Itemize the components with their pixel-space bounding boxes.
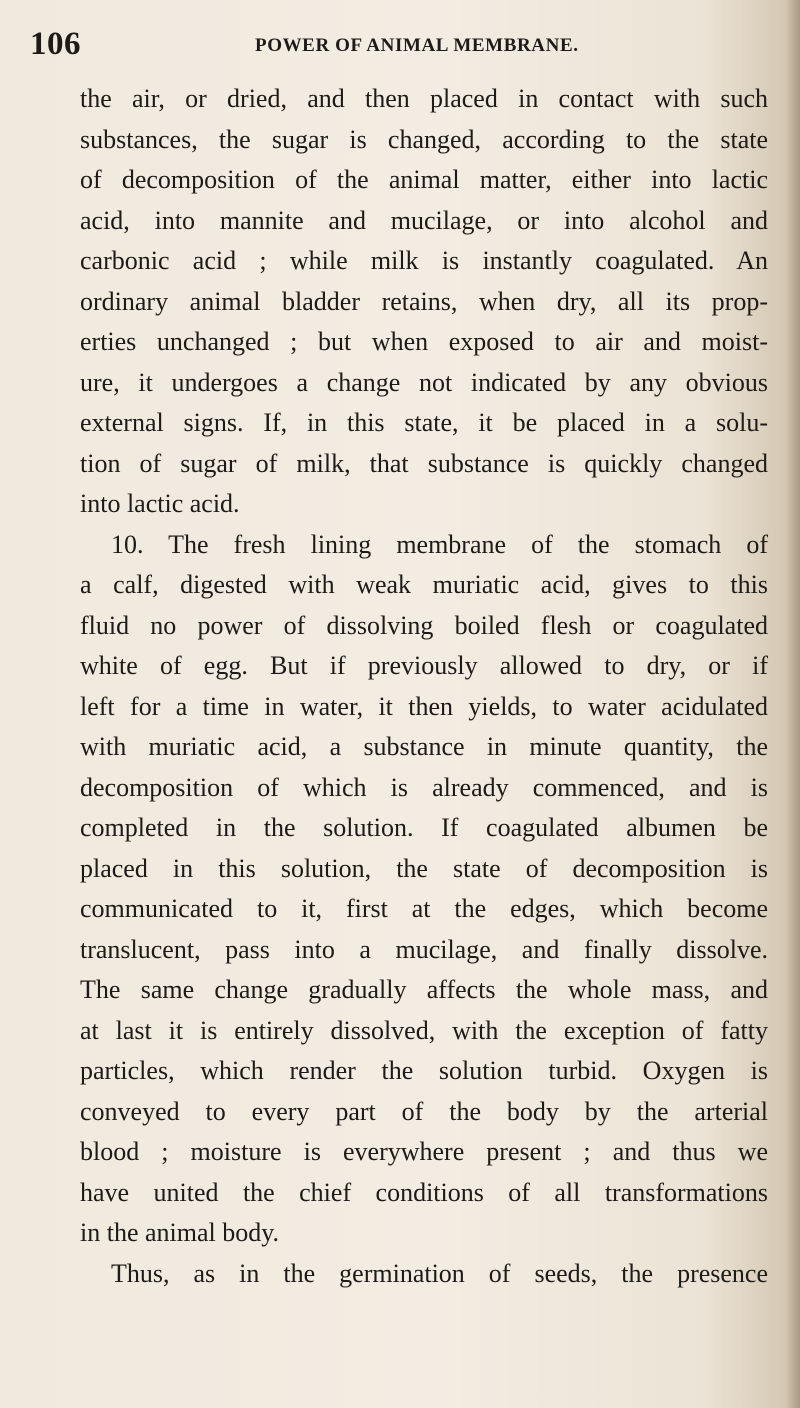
text-line: tion of sugar of milk, that substance is quickly changed bbox=[80, 448, 768, 478]
text-line: of decomposition of the animal matter, either into lactic bbox=[80, 165, 768, 194]
text-line: acid, into mannite and mucilage, or into alcohol and bbox=[80, 205, 768, 235]
text-line: have united the chief conditions of all transformations bbox=[80, 1177, 768, 1207]
page-number: 106 bbox=[30, 26, 81, 62]
text-line: ordinary animal bladder retains, when dry, all its prop- bbox=[80, 286, 768, 316]
text-line: external signs. If, in this state, it be placed in a solu- bbox=[80, 408, 768, 437]
text-line: a calf, digested with weak muriatic acid, gives to this bbox=[80, 570, 768, 599]
text-line: substances, the sugar is changed, according to the state bbox=[80, 124, 768, 154]
text-line: blood ; moisture is everywhere present ; and thus we bbox=[80, 1137, 768, 1166]
page-header bbox=[30, 26, 770, 66]
text-line: The same change gradually affects the whole mass, and bbox=[80, 975, 768, 1004]
text-line: erties unchanged ; but when exposed to air and moist- bbox=[80, 327, 768, 356]
text-line: ure, it undergoes a change not indicated by any obvious bbox=[80, 367, 768, 397]
text-line: left for a time in water, it then yields, to water acidulated bbox=[80, 691, 768, 721]
text-line: decomposition of which is already commenced, and is bbox=[80, 772, 768, 802]
paragraph-start-line: Thus, as in the germination of seeds, the presence bbox=[111, 1258, 768, 1288]
text-line: carbonic acid ; while milk is instantly coagulated. An bbox=[80, 246, 768, 275]
text-line: conveyed to every part of the body by the arterial bbox=[80, 1096, 768, 1126]
text-line: fluid no power of dissolving boiled flesh or coagulated bbox=[80, 610, 768, 640]
text-line: in the animal body. bbox=[80, 1218, 280, 1247]
text-line: communicated to it, first at the edges, which become bbox=[80, 894, 768, 923]
running-head: POWER OF ANIMAL MEMBRANE. bbox=[255, 35, 579, 56]
body-text bbox=[80, 79, 768, 1294]
text-line: at last it is entirely dissolved, with the exception of fatty bbox=[80, 1015, 768, 1045]
text-line: completed in the solution. If coagulated albumen be bbox=[80, 813, 768, 842]
text-line: placed in this solution, the state of decomposition is bbox=[80, 853, 768, 883]
text-line: into lactic acid. bbox=[80, 489, 240, 518]
text-line: particles, which render the solution turbid. Oxygen is bbox=[80, 1056, 768, 1085]
page-edge-shadow bbox=[786, 0, 800, 1408]
paragraph-start-line: 10. The fresh lining membrane of the stomach of bbox=[111, 529, 768, 559]
text-line: the air, or dried, and then placed in contact with such bbox=[80, 84, 768, 113]
text-line: with muriatic acid, a substance in minute quantity, the bbox=[80, 732, 768, 761]
text-line: white of egg. But if previously allowed to dry, or if bbox=[80, 651, 768, 680]
text-line: translucent, pass into a mucilage, and finally dissolve. bbox=[80, 934, 768, 964]
